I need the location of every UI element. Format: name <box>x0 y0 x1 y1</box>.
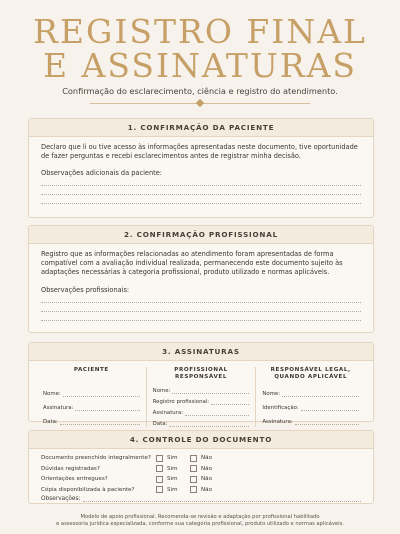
yes-checkbox[interactable] <box>156 455 163 462</box>
patient-name-field[interactable] <box>63 391 140 397</box>
guardian-name-field[interactable] <box>282 391 359 397</box>
prof-name-label: Nome: <box>152 388 171 394</box>
control-row <box>41 453 361 464</box>
col-patient-title: PACIENTE <box>73 367 109 373</box>
yes-checkbox[interactable] <box>156 486 163 493</box>
prof-date-field[interactable] <box>169 421 249 427</box>
section1-heading: 1. CONFIRMAÇÃO DA PACIENTE <box>29 119 373 137</box>
section4-heading: 4. CONTROLE DO DOCUMENTO <box>29 431 373 449</box>
section1-obs-label: Observações adicionais da paciente: <box>41 169 163 178</box>
guardian-id-label: Identificação: <box>262 405 299 411</box>
control-question: Documento preenchido integralmente? <box>41 455 151 462</box>
patient-signature-label: Assinatura: <box>43 405 74 411</box>
yes-label: Sim <box>167 465 178 472</box>
guardian-signature-field[interactable] <box>295 419 359 425</box>
no-label: Não <box>201 455 213 462</box>
yes-label: Sim <box>167 476 178 483</box>
control-question: Dúvidas registradas? <box>41 465 100 472</box>
no-label: Não <box>201 476 213 483</box>
section2-heading: 2. CONFIRMAÇÃO PROFISSIONAL <box>29 226 373 244</box>
col-guardian-title: RESPONSÁVEL LEGAL, QUANDO APLICÁVEL <box>270 367 351 380</box>
signature-col-professional <box>147 367 257 427</box>
section3-heading: 3. ASSINATURAS <box>29 343 373 361</box>
yes-checkbox[interactable] <box>156 476 163 483</box>
section-patient-confirmation <box>28 118 374 218</box>
patient-date-field[interactable] <box>60 419 140 425</box>
no-checkbox[interactable] <box>190 476 197 483</box>
control-question: Orientações entregues? <box>41 476 108 483</box>
section-signatures <box>28 342 374 427</box>
signature-col-patient <box>37 367 147 427</box>
no-label: Não <box>201 465 213 472</box>
control-obs-field[interactable] <box>83 496 361 502</box>
section-professional-confirmation <box>28 225 374 333</box>
prof-signature-label: Assinatura: <box>152 410 184 416</box>
control-row <box>41 485 361 496</box>
section2-obs-line-2[interactable] <box>41 309 361 312</box>
patient-date-label: Data: <box>43 419 58 425</box>
footer-note <box>0 514 400 528</box>
patient-name-label: Nome: <box>43 391 61 397</box>
footer-line1: Modelo de apoio profissional. Recomenda-se revisão e adaptação por profissional habilitado <box>80 514 320 520</box>
section2-text: Registro que as informações relacionadas ao atendimento foram apresentadas de forma compatível com a avaliação individual realizada, permanecendo este documento sujeito às adaptações necessárias à categoria profissional, produto utilizado e normas aplicáveis. <box>41 250 343 277</box>
page-title-line2: E ASSINATURAS <box>42 46 358 85</box>
section2-obs-line-1[interactable] <box>41 300 361 303</box>
no-checkbox[interactable] <box>190 455 197 462</box>
control-obs-label: Observações: <box>41 496 81 502</box>
section-document-control <box>28 430 374 504</box>
col-professional-title: PROFISSIONAL RESPONSÁVEL <box>174 367 228 380</box>
guardian-name-label: Nome: <box>262 391 281 397</box>
prof-date-label: Data: <box>152 421 168 427</box>
guardian-signature-label: Assinatura: <box>262 419 293 425</box>
prof-register-field[interactable] <box>211 399 249 405</box>
page-subtitle: Confirmação do esclarecimento, ciência e registro do atendimento. <box>62 86 338 96</box>
footer-line2: e assessoria jurídica especializada, conforme sua categoria profissional, produto utilizado e normas aplicáveis. <box>56 521 344 527</box>
yes-label: Sim <box>167 455 178 462</box>
signature-col-legal-guardian <box>256 367 365 427</box>
control-question: Cópia disponibilizada à paciente? <box>41 486 135 493</box>
prof-name-field[interactable] <box>172 388 249 394</box>
patient-signature-field[interactable] <box>75 405 139 411</box>
section1-text: Declaro que li ou tive acesso às informações apresentadas neste documento, tive oportunidade de fazer perguntas e recebi esclarecimentos antes de registrar minha decisão. <box>41 143 358 161</box>
prof-signature-field[interactable] <box>185 410 249 416</box>
prof-register-label: Registro profissional: <box>152 399 210 405</box>
section1-obs-line-2[interactable] <box>41 192 361 195</box>
yes-label: Sim <box>167 486 178 493</box>
section2-obs-label: Observações profissionais: <box>41 285 130 294</box>
section1-obs-line-1[interactable] <box>41 183 361 186</box>
control-row <box>41 474 361 485</box>
section1-obs-line-3[interactable] <box>41 201 361 204</box>
page-title-line1: REGISTRO FINAL <box>33 12 367 51</box>
section2-obs-line-3[interactable] <box>41 318 361 321</box>
no-checkbox[interactable] <box>190 465 197 472</box>
control-row <box>41 464 361 475</box>
guardian-id-field[interactable] <box>301 405 359 411</box>
no-checkbox[interactable] <box>190 486 197 493</box>
no-label: Não <box>201 486 213 493</box>
diamond-ornament-icon <box>196 99 204 107</box>
yes-checkbox[interactable] <box>156 465 163 472</box>
